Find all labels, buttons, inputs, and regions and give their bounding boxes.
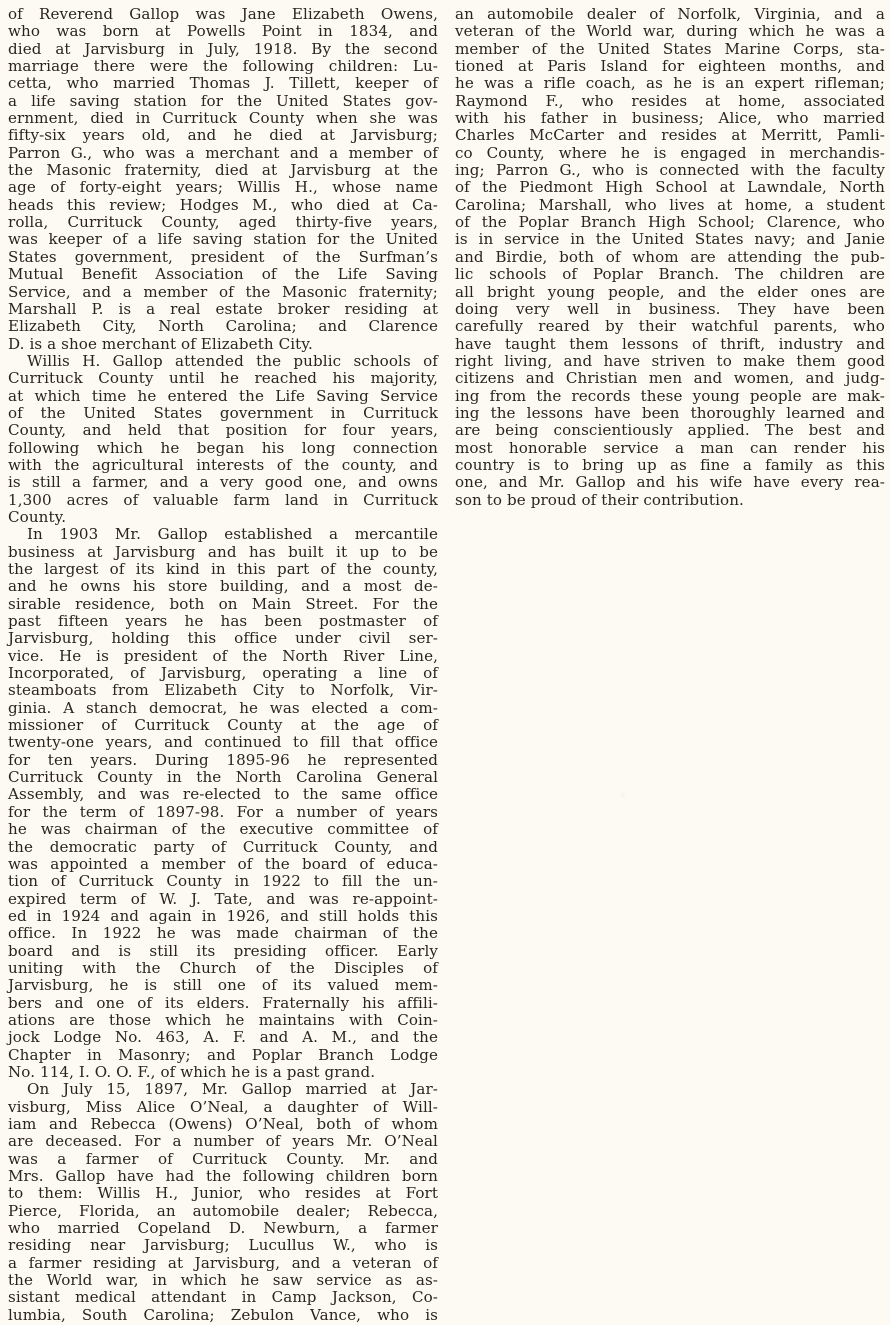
- text-line: sirable residence, both on Main Street. For the: [8, 594, 438, 613]
- text-line: the democratic party of Currituck County, and: [8, 837, 438, 856]
- text-line: with his father in business; Alice, who married: [455, 109, 885, 128]
- text-line: iam and Rebecca (Owens) O’Neal, both of whom: [8, 1115, 438, 1133]
- text-line: ed in 1924 and again in 1926, and still holds this: [8, 906, 438, 925]
- text-line: of the Poplar Branch High School; Clarence, who: [455, 213, 885, 232]
- text-line: Service, and a member of the Masonic fraternity;: [8, 282, 438, 301]
- text-line: at which time he entered the Life Saving Service: [8, 386, 438, 405]
- text-line: States government, president of the Surfman’s: [8, 247, 438, 266]
- text-line: son to be proud of their contribution.: [455, 490, 744, 509]
- text-line: veteran of the World war, during which he was a: [455, 22, 885, 41]
- text-line: jock Lodge No. 463, A. F. and A. M., and the: [8, 1028, 438, 1047]
- text-line: twenty-one years, and continued to fill that office: [8, 733, 438, 752]
- text-line: are being conscientiously applied. The best and: [455, 421, 885, 440]
- text-line: D. is a shoe merchant of Elizabeth City.: [8, 334, 313, 353]
- text-line: right living, and have striven to make them good: [455, 351, 885, 370]
- text-line: of Reverend Gallop was Jane Elizabeth Owens,: [8, 5, 438, 23]
- text-line: a farmer residing at Jarvisburg, and a veteran of: [8, 1253, 438, 1272]
- text-line: is in service in the United States navy; and Janie: [455, 230, 885, 249]
- text-line: Currituck County until he reached his majority,: [8, 369, 438, 388]
- text-line: the World war, in which he saw service as as-: [8, 1271, 438, 1290]
- text-line: ing; Parron G., who is connected with the faculty: [455, 161, 885, 180]
- text-line: who married Copeland D. Newburn, a farmer: [8, 1219, 438, 1238]
- text-line: On July 15, 1897, Mr. Gallop married at Jar-: [27, 1080, 438, 1099]
- text-line: was a farmer of Currituck County. Mr. and: [8, 1149, 438, 1168]
- text-line: an automobile dealer of Norfolk, Virginia, and a: [455, 5, 885, 23]
- text-line: No. 114, I. O. O. F., of which he is a past grand.: [8, 1062, 376, 1081]
- text-line: citizens and Christian men and women, and judg-: [455, 369, 885, 388]
- text-line: he was a rifle coach, as he is an expert rifleman;: [455, 74, 885, 93]
- text-line: visburg, Miss Alice O’Neal, a daughter of Will-: [8, 1097, 438, 1116]
- text-line: ing from the records these young people are mak-: [455, 386, 885, 405]
- text-line: lumbia, South Carolina; Zebulon Vance, who is: [8, 1305, 438, 1324]
- text-line: member of the United States Marine Corps, sta-: [455, 39, 885, 58]
- text-line: heads this review; Hodges M., who died at Ca-: [8, 195, 438, 214]
- text-line: missioner of Currituck County at the age of: [8, 716, 438, 735]
- paragraph: [8, 353, 438, 526]
- text-line: past fifteen years he has been postmaster of: [8, 612, 438, 631]
- text-line: lic schools of Poplar Branch. The children are: [455, 265, 885, 284]
- text-line: Marshall P. is a real estate broker residing at: [8, 299, 438, 318]
- text-line: following which he began his long connection: [8, 438, 438, 457]
- text-line: for ten years. During 1895-96 he represented: [8, 750, 438, 769]
- text-line: office. In 1922 he was made chairman of the: [8, 924, 438, 943]
- text-line: and he owns his store building, and a most de-: [8, 577, 438, 596]
- text-line: cetta, who married Thomas J. Tillett, keeper of: [8, 74, 438, 93]
- text-line: sistant medical attendant in Camp Jackson, Co-: [8, 1288, 438, 1307]
- text-line: Currituck County in the North Carolina General: [8, 768, 438, 787]
- text-line: ernment, died in Currituck County when she was: [8, 109, 438, 128]
- column-left: [8, 6, 438, 1325]
- text-line: age of forty-eight years; Willis H., whose name: [8, 178, 438, 197]
- text-line: ginia. A stanch democrat, he was elected a com-: [8, 698, 438, 717]
- text-line: steamboats from Elizabeth City to Norfolk, Vir-: [8, 681, 438, 700]
- text-line: all bright young people, and the elder ones are: [455, 282, 885, 301]
- text-line: of the United States government in Currituck: [8, 403, 438, 422]
- text-line: to them: Willis H., Junior, who resides at Fort: [8, 1184, 438, 1203]
- text-line: doing very well in business. They have been: [455, 299, 885, 318]
- text-line: ations are those which he maintains with Coin-: [8, 1010, 438, 1029]
- text-line: board and is still its presiding officer. Early: [8, 941, 438, 960]
- text-line: the largest of its kind in this part of the county,: [8, 560, 438, 578]
- text-line: In 1903 Mr. Gallop established a mercantile: [27, 525, 438, 544]
- text-line: vice. He is president of the North River Line,: [8, 646, 438, 665]
- text-line: Charles McCarter and resides at Merritt, Pamli-: [455, 126, 885, 145]
- text-line: is still a farmer, and a very good one, and owns: [8, 473, 438, 492]
- text-line: Jarvisburg, he is still one of its valued mem-: [8, 976, 438, 995]
- text-line: Incorporated, of Jarvisburg, operating a line of: [8, 664, 438, 683]
- text-line: who was born at Powells Point in 1834, and: [8, 22, 438, 41]
- text-line: Parron G., who was a merchant and a member of: [8, 143, 438, 162]
- text-line: Jarvisburg, holding this office under civil ser-: [8, 629, 438, 648]
- text-line: for the term of 1897-98. For a number of years: [8, 802, 438, 821]
- text-line: Willis H. Gallop attended the public schools of: [27, 351, 438, 370]
- text-line: Carolina; Marshall, who lives at home, a student: [455, 195, 885, 214]
- paragraph: [455, 6, 885, 509]
- text-line: Mrs. Gallop have had the following children born: [8, 1167, 438, 1186]
- text-line: County, and held that position for four years,: [8, 421, 438, 440]
- text-line: country is to bring up as fine a family as this: [455, 455, 885, 474]
- paragraph: [8, 526, 438, 1081]
- text-line: marriage there were the following children: Lu-: [8, 57, 438, 76]
- text-line: County.: [8, 507, 67, 526]
- text-line: with the agricultural interests of the county, and: [8, 455, 438, 474]
- text-line: tioned at Paris Island for eighteen months, and: [455, 57, 885, 76]
- text-line: tion of Currituck County in 1922 to fill the un-: [8, 872, 438, 891]
- text-line: was appointed a member of the board of educa-: [8, 854, 438, 873]
- text-line: the Masonic fraternity, died at Jarvisburg at the: [8, 161, 438, 180]
- text-line: a life saving station for the United States gov-: [8, 91, 438, 110]
- text-columns: [8, 6, 884, 1325]
- text-line: ing the lessons have been thoroughly learned and: [455, 403, 885, 422]
- text-line: Elizabeth City, North Carolina; and Clarence: [8, 317, 438, 336]
- paragraph: [8, 6, 438, 353]
- text-line: most honorable service a man can render his: [455, 438, 885, 457]
- text-line: died at Jarvisburg in July, 1918. By the second: [8, 39, 438, 58]
- text-line: 1,300 acres of valuable farm land in Currituck: [8, 490, 438, 509]
- text-line: Assembly, and was re-elected to the same office: [8, 785, 438, 804]
- text-line: are deceased. For a number of years Mr. O’Neal: [8, 1132, 438, 1151]
- text-line: co County, where he is engaged in merchandis-: [455, 143, 885, 162]
- text-line: and Birdie, both of whom are attending the pub-: [455, 247, 885, 266]
- text-line: one, and Mr. Gallop and his wife have every rea-: [455, 473, 885, 492]
- text-line: Pierce, Florida, an automobile dealer; Rebecca,: [8, 1201, 438, 1220]
- text-line: uniting with the Church of the Disciples of: [8, 958, 438, 977]
- text-line: carefully reared by their watchful parents, who: [455, 317, 885, 336]
- text-line: business at Jarvisburg and has built it up to be: [8, 542, 438, 561]
- text-line: of the Piedmont High School at Lawndale, North: [455, 178, 885, 197]
- text-line: expired term of W. J. Tate, and was re-appoint-: [8, 889, 438, 908]
- text-line: he was chairman of the executive committee of: [8, 820, 438, 839]
- column-right: [455, 6, 885, 1325]
- text-line: fifty-six years old, and he died at Jarvisburg;: [8, 126, 438, 145]
- paragraph: [8, 1081, 438, 1324]
- text-line: have taught them lessons of thrift, industry and: [455, 334, 885, 353]
- text-line: was keeper of a life saving station for the United: [8, 230, 438, 249]
- text-line: Chapter in Masonry; and Poplar Branch Lodge: [8, 1045, 438, 1064]
- text-line: Raymond F., who resides at home, associated: [455, 91, 885, 110]
- text-line: bers and one of its elders. Fraternally his affili-: [8, 993, 438, 1012]
- text-line: residing near Jarvisburg; Lucullus W., who is: [8, 1236, 438, 1255]
- text-line: rolla, Currituck County, aged thirty-five years,: [8, 213, 438, 232]
- text-line: Mutual Benefit Association of the Life Saving: [8, 265, 438, 284]
